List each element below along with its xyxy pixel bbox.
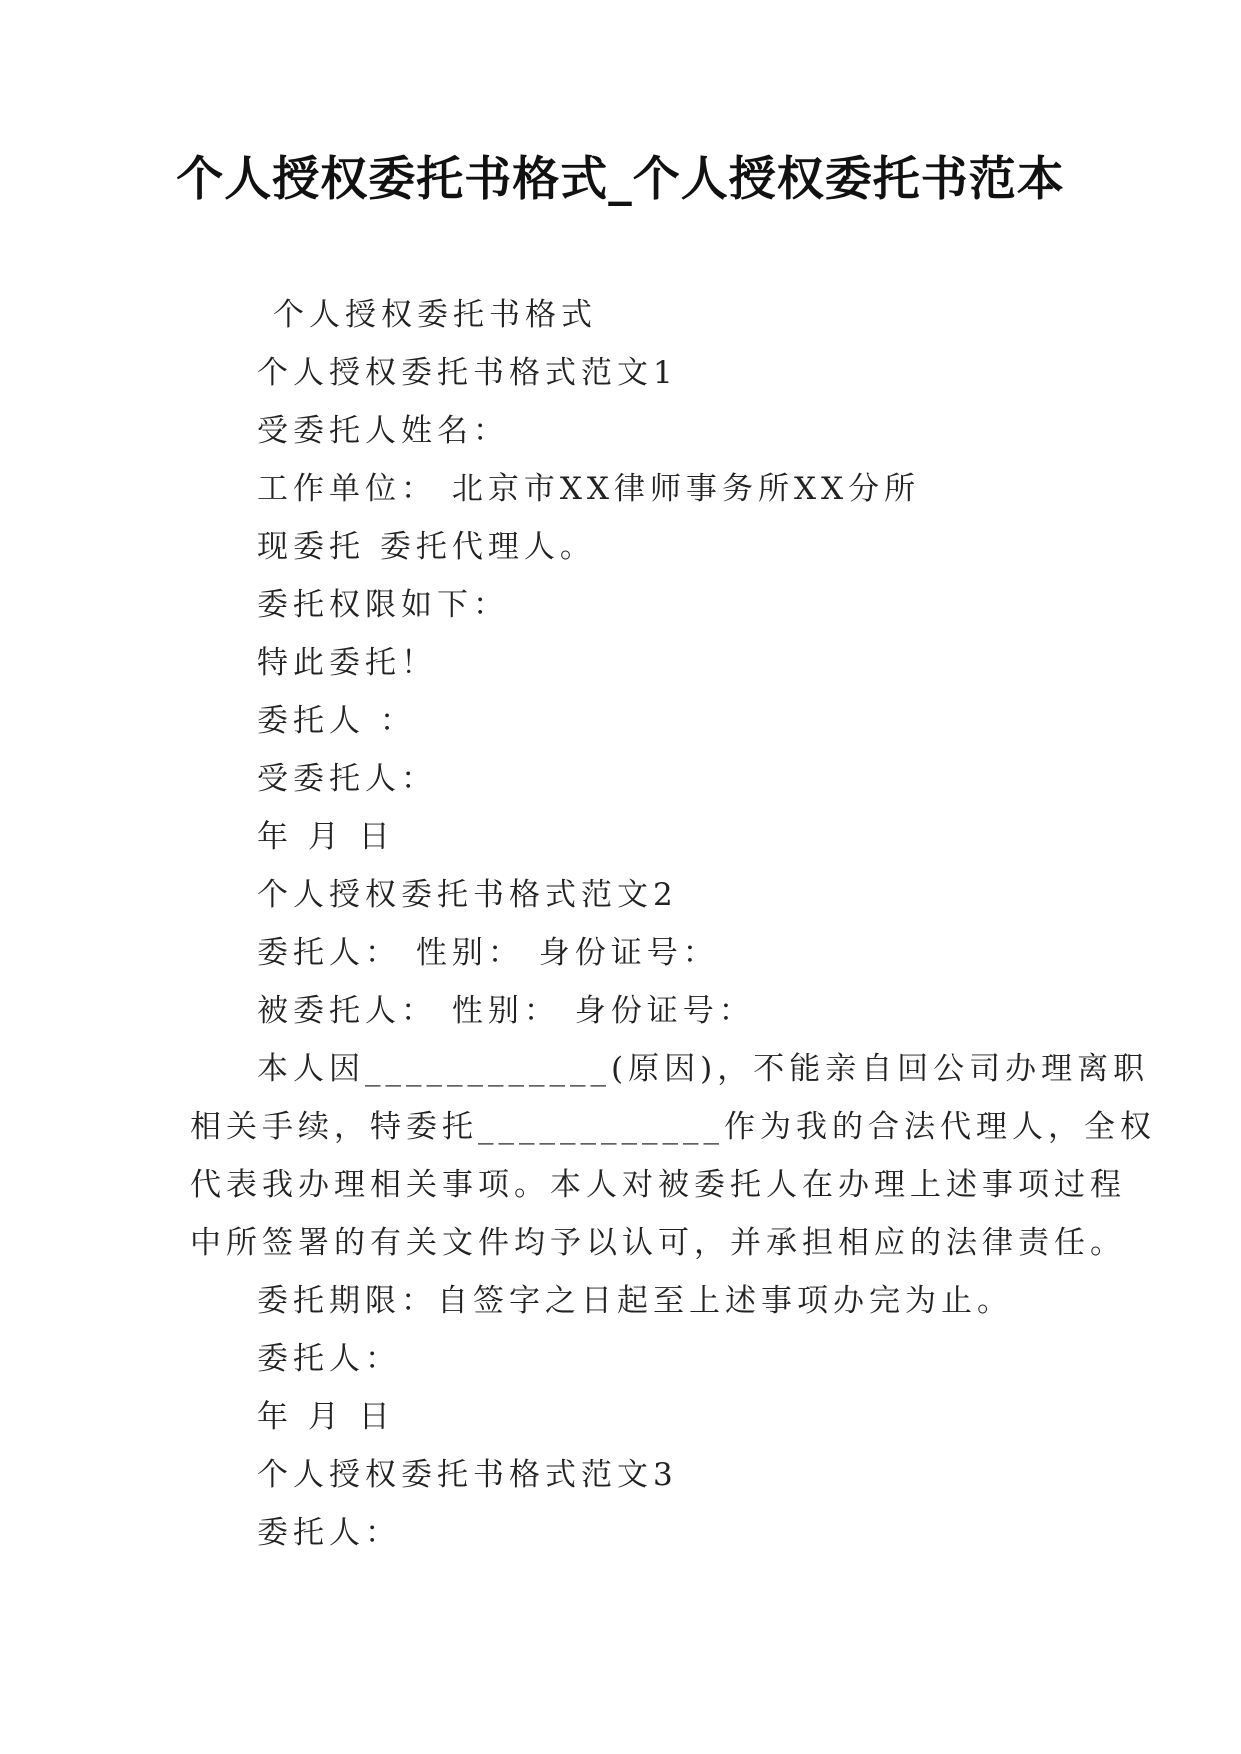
paragraph-line: 本人因____________(原因)，不能亲自回公司办理离职 (257, 1051, 1150, 1087)
text-line: 受委托人姓名： (257, 413, 509, 449)
text-line: 委托人 ： (257, 703, 416, 739)
text-line: 工作单位： 北京市XX律师事务所XX分所 (257, 471, 921, 507)
document-title: 个人授权委托书格式_个人授权委托书范本 (176, 152, 1065, 207)
date-line: 年 月 日 (257, 1399, 395, 1435)
text-line: 委托权限如下： (257, 587, 509, 623)
text-line: 委托期限：自签字之日起至上述事项办完为止。 (257, 1283, 1013, 1319)
text-line: 委托人： (257, 1341, 401, 1377)
text-line: 受委托人： (257, 761, 437, 797)
text-line: 现委托 委托代理人。 (257, 529, 596, 565)
date-line: 年 月 日 (257, 819, 395, 855)
text-line: 委托人： 性别： 身份证号： (257, 935, 719, 971)
paragraph-line: 中所签署的有关文件均予以认可，并承担相应的法律责任。 (190, 1225, 1126, 1261)
text-line: 委托人： (257, 1515, 401, 1551)
sample-heading-3: 个人授权委托书格式范文3 (257, 1457, 678, 1493)
section-heading: 个人授权委托书格式 (273, 297, 597, 333)
paragraph-line: 代表我办理相关事项。本人对被委托人在办理上述事项过程 (190, 1167, 1126, 1203)
sample-heading-2: 个人授权委托书格式范文2 (257, 877, 678, 913)
text-line: 被委托人： 性别： 身份证号： (257, 993, 755, 1029)
sample-heading-1: 个人授权委托书格式范文1 (257, 355, 678, 391)
paragraph-line: 相关手续，特委托____________作为我的合法代理人，全权 (190, 1109, 1156, 1145)
text-line: 特此委托！ (257, 645, 437, 681)
